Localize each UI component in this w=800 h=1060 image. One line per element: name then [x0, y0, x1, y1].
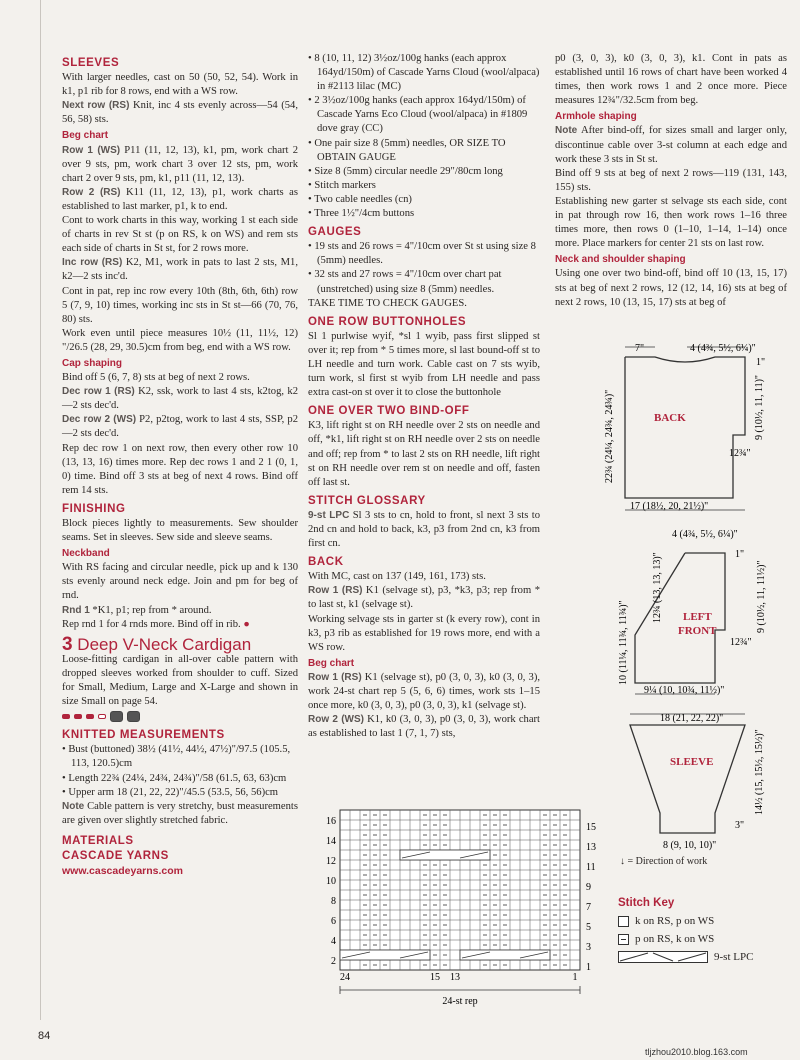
- gauges-list: [308, 240, 540, 296]
- back-beg-chart-heading: Beg chart: [308, 657, 355, 669]
- column-2: [308, 52, 540, 741]
- front-side-label: 12¾": [730, 637, 752, 648]
- key-purl-row: [618, 933, 788, 945]
- back-label: BACK: [654, 412, 686, 424]
- sleeve-length-label: 14½ (15, 15½, 15½)": [754, 729, 765, 815]
- intro-text: Loose-fitting cardigan in all-over cable pattern with dropped sleeves worked from shoulder to cuff. Sized for Small, Medium, Large and X-Large and shown in size Small on page 54.: [62, 653, 298, 708]
- buttonholes-heading: ONE ROW BUTTONHOLES: [308, 315, 467, 328]
- armhole-note-para: [555, 124, 787, 166]
- chart-row-label: 12: [326, 856, 336, 867]
- back-chart-row2-label: Row 2 (WS): [308, 714, 364, 726]
- sleeve-top-label: 18 (21, 22, 22)": [660, 713, 724, 724]
- direction-note: [620, 856, 707, 867]
- front-bottom-label: 9¼ (10, 10¾, 11½)": [644, 685, 725, 696]
- pattern-title: [62, 633, 298, 655]
- finishing-text: Block pieces lightly to measurements. Sew shoulder seams. Set in sleeves. Sew side and sleeve seams.: [62, 518, 298, 544]
- buttonholes-text: Sl 1 purlwise wyif, *sl 1 wyib, pass first slipped st over it; rep from * 5 times more, sl last bound-off st to LH needle and turn work. Cable cast on 7 sts wyib, turn work, sl first st wyib from LH needle and pass extra cast-on st over it to close the buttonhole: [308, 330, 540, 399]
- rep-dec-text: Rep dec row 1 on next row, then every other row 10 (13, 13, 16) times more. Rep dec rows 1 and 2 1 (0, 1, 0) time. Bind off 3 sts at beg of next 4 rows. Bind off rem 14 sts.: [62, 442, 298, 496]
- knit-symbol-icon: [618, 916, 629, 927]
- lpc-cable-mark: [460, 950, 550, 960]
- dec2-text: P2, p2tog, work to last 4 sts, SSP, p2—2 sts dec'd.: [62, 414, 298, 440]
- chart-row-label: 15: [586, 822, 596, 833]
- page-number: 84: [38, 1030, 51, 1042]
- cable-note-text: Cable pattern is very stretchy, bust measurements are given over slightly stretched fabric.: [62, 800, 298, 826]
- chart-row-label: 5: [586, 922, 591, 933]
- chart-row-label: 14: [326, 836, 336, 847]
- materials-item: • Stitch markers: [308, 179, 540, 193]
- chart-row-label: 13: [586, 842, 596, 853]
- back-side-label: 12¾": [729, 448, 751, 459]
- key-lpc-text: 9-st LPC: [714, 951, 754, 963]
- front-top-label: 4 (4¾, 5½, 6¼)": [672, 529, 738, 540]
- chart-row-label: 3: [586, 942, 591, 953]
- bind-off-heading: ONE OVER TWO BIND-OFF: [308, 405, 470, 418]
- pattern-title-text: Deep V-Neck Cardigan: [72, 634, 252, 654]
- cont-pat-text: Cont in pat, rep inc row every 10th (8th, 6th, 6th) row 5 (7, 9, 10) times, working inc sts in St st—66 (70, 76, 80) sts.: [62, 285, 298, 325]
- row2-para: [62, 186, 298, 214]
- front-schematic: [618, 529, 767, 696]
- cont-charts-text: Cont to work charts in this way, working 1 st each side of charts in rev St st (p on RS, k on WS) and rem sts each side of charts in St st, for 2 rows more.: [62, 215, 298, 255]
- glossary-heading: STITCH GLOSSARY: [308, 494, 426, 507]
- lpc-cable-mark: [340, 950, 430, 960]
- finishing-heading: FINISHING: [62, 502, 126, 515]
- back-chart-row1-para: [308, 671, 540, 713]
- lpc-text: Sl 3 sts to cn, hold to front, sl next 3 sts to 2nd cn and hold to back, k3, p3 from 2nd cn, k3 from first cn.: [308, 509, 541, 550]
- back-chart-row2-text: K1, k0 (3, 0, 3), p0 (3, 0, 3), work chart as established to last 1 (7, 1, 7) sts,: [308, 714, 540, 740]
- dec1-text: K2, ssk, work to last 4 sts, k2tog, k2—2 sts dec'd.: [62, 386, 298, 412]
- take-time-text: TAKE TIME TO CHECK GAUGES.: [308, 297, 467, 309]
- sleeves-text: With larger needles, cast on 50 (50, 52, 54). Work in k1, p1 rib for 8 rows, end with a WS row.: [62, 72, 298, 98]
- cable-note-label: Note: [62, 800, 85, 812]
- materials-list: [308, 52, 540, 221]
- materials-heading: MATERIALS: [62, 834, 134, 847]
- back-chart-row1-label: Row 1 (RS): [308, 671, 362, 683]
- materials-item: • Two cable needles (cn): [308, 193, 540, 207]
- back-outline: [625, 357, 745, 498]
- chart-row-label: 16: [326, 816, 336, 827]
- neckband-text: With RS facing and circular needle, pick up and k 130 sts evenly around neck edge. Join and pm for beg of rnd.: [62, 562, 298, 602]
- row1-text: P11 (11, 12, 13), k1, pm, work chart 2 over 9 sts, pm, work chart 3 over 12 sts, pm, work chart 2 over 9 sts, pm, k1, p11 (11, 12, 13).: [62, 144, 298, 184]
- gauge-icon: [110, 711, 123, 722]
- back-length-label: 22¾ (24¼, 24¾, 24¾)": [604, 389, 615, 483]
- dec2-label: Dec row 2 (WS): [62, 414, 137, 426]
- work-even-text: Work even until piece measures 10½ (11, 11½, 12) "/26.5 (28, 29, 30.5)cm from beg, end with a WS row.: [62, 327, 298, 353]
- back-text: With MC, cast on 137 (149, 161, 173) sts.: [308, 571, 486, 583]
- rnd1-label: Rnd 1: [62, 604, 90, 616]
- direction-text: = Direction of work: [627, 856, 708, 867]
- lpc-label: 9-st LPC: [308, 509, 350, 521]
- rep-rnd-text: Rep rnd 1 for 4 rnds more. Bind off in rib.: [62, 618, 241, 630]
- front-label-front: FRONT: [678, 625, 717, 637]
- skill-bar-icon: [62, 714, 70, 719]
- column-3: [555, 52, 787, 310]
- next-row-para: [62, 99, 298, 127]
- sleeves-heading: SLEEVES: [62, 57, 120, 69]
- materials-item: • Three 1½"/4cm buttons: [308, 207, 540, 221]
- direction-arrow-icon: ↓: [620, 856, 625, 867]
- sleeve-label: SLEEVE: [670, 756, 714, 768]
- stitch-key-title: Stitch Key: [618, 897, 675, 909]
- armhole-note-text: After bind-off, for sizes small and larger only, discontinue cable over 3-st column at each edge and work these 3 sts in St st.: [555, 125, 787, 165]
- gauge-item: • 32 sts and 27 rows = 4"/10cm over chart pat (unstretched) using size 8 (5mm) needles.: [308, 268, 540, 296]
- neck-shoulder-text: Using one over two bind-off, bind off 10 (13, 15, 17) sts at beg of next 2 rows, 12 (12, 14, 16) sts at beg of next 2 rows, 10 (13, 15, 17) sts at beg of: [555, 268, 787, 308]
- sleeve-outline: [630, 725, 745, 833]
- dec1-label: Dec row 1 (RS): [62, 386, 135, 398]
- yarn-url-link[interactable]: www.cascadeyarns.com: [62, 865, 184, 878]
- skill-bar-empty-icon: [98, 714, 106, 719]
- chart-row-label: 6: [331, 916, 336, 927]
- measurement-length: • Length 22¾ (24¼, 24¾, 24¾)"/58 (61.5, 63, 63)cm: [62, 772, 298, 786]
- materials-item: • 8 (10, 11, 12) 3½oz/100g hanks (each approx 164yd/150m) of Cascade Yarns Cloud (wool/alpaca) in #2113 lilac (MC): [308, 52, 540, 94]
- lpc-symbol-icon: [618, 951, 708, 963]
- measurements-list: [62, 743, 298, 799]
- rnd1-text: *K1, p1; rep from * around.: [89, 604, 212, 616]
- back-top-right-label: 4 (4¾, 5½, 6¼)": [690, 343, 756, 354]
- front-neck-drop-label: 1": [735, 549, 745, 560]
- chart-row-label: 7: [586, 902, 591, 913]
- inc-row-text: K2, M1, work in pats to last 2 sts, M1, k2—2 sts inc'd.: [62, 257, 298, 283]
- cable-chart: [308, 800, 608, 1010]
- neck-shoulder-heading: Neck and shoulder shaping: [555, 254, 686, 266]
- lpc-cable-mark: [400, 850, 490, 860]
- armhole-selvage-text: Establishing new garter st selvage sts each side, cont in pat through row 16, then work rows 1–16 three times more, then rows 0 (1–10, 1–14, 1–14) once more. Place markers for center 21 sts on last row.: [555, 195, 787, 250]
- row2-label: Row 2 (RS): [62, 186, 121, 198]
- row1-label: Row 1 (WS): [62, 144, 121, 156]
- lpc-para: [308, 509, 540, 551]
- cont-pats-text: p0 (3, 0, 3), k0 (3, 0, 3), k1. Cont in pats as established until 16 rows of chart have been worked 4 times, then work rows 1 and 2 once more. Piece measures 12¾"/32.5cm from beg.: [555, 53, 787, 107]
- chart-row-label: 1: [586, 962, 591, 973]
- cap-shaping-heading: Cap shaping: [62, 357, 123, 369]
- pattern-number: 3: [62, 633, 73, 655]
- yarn-brand-heading: CASCADE YARNS: [62, 849, 169, 862]
- armhole-note-label: Note: [555, 125, 578, 137]
- back-armhole-label: 9 (10½, 11, 11)": [754, 375, 765, 440]
- measurements-heading: KNITTED MEASUREMENTS: [62, 729, 225, 742]
- back-row1-text: K1 (selvage st), p3, *k3, p3; rep from * to last st, k1 (selvage st).: [308, 585, 540, 611]
- skill-bar-icon: [74, 714, 82, 719]
- neckband-heading: Neckband: [62, 548, 110, 560]
- next-row-label: Next row (RS): [62, 100, 130, 112]
- rnd1-para: [62, 604, 298, 618]
- back-bottom-label: 17 (18½, 20, 21½)": [630, 501, 709, 512]
- end-bullet-icon: ●: [243, 618, 250, 630]
- inc-row-label: Inc row (RS): [62, 257, 123, 269]
- chart-row-label: 4: [331, 936, 336, 947]
- front-armhole-label: 9 (10½, 11, 11½)": [756, 560, 767, 633]
- front-length-label: 10 (11¼, 11¾, 11¾)": [618, 600, 629, 685]
- chart-row-label: 9: [586, 882, 591, 893]
- chart-column-label: 13: [450, 972, 460, 983]
- inc-row-para: [62, 256, 298, 284]
- cap-text: Bind off 5 (6, 7, 8) sts at beg of next 2 rows.: [62, 372, 250, 384]
- rep-rnd-para: [62, 618, 298, 632]
- next-row-text: Knit, inc 4 sts evenly across—54 (54, 56, 58) sts.: [62, 100, 299, 126]
- back-chart-row2-para: [308, 713, 540, 741]
- dec2-para: [62, 413, 298, 441]
- front-v-depth-label: 12¾ (13, 13, 13)": [652, 552, 663, 623]
- chart-row-label: 8: [331, 896, 336, 907]
- measurement-upper-arm: • Upper arm 18 (21, 22, 22)"/45.5 (53.5, 56, 56)cm: [62, 786, 298, 800]
- beg-chart-heading: Beg chart: [62, 130, 109, 142]
- armhole-heading: Armhole shaping: [555, 111, 637, 123]
- chart-column-label: 24: [340, 972, 350, 983]
- schematics: [590, 335, 795, 865]
- materials-item: • One pair size 8 (5mm) needles, OR SIZE TO OBTAIN GAUGE: [308, 137, 540, 165]
- back-schematic: [604, 343, 765, 512]
- selvage-text: Working selvage sts in garter st (k every row), cont in k3, p3 rib as established for 19 rows more, end with a WS row.: [308, 613, 540, 653]
- front-label-left: LEFT: [683, 611, 712, 623]
- skill-bar-icon: [86, 714, 94, 719]
- sleeve-cuff-label: 3": [735, 820, 745, 831]
- sleeve-schematic: [630, 713, 765, 851]
- skill-level: [62, 711, 298, 722]
- back-row1-label: Row 1 (RS): [308, 585, 363, 597]
- key-knit-row: [618, 915, 788, 927]
- back-row1-para: [308, 584, 540, 612]
- back-neck-drop-label: 1": [756, 357, 766, 368]
- gauges-heading: GAUGES: [308, 226, 362, 239]
- dec1-para: [62, 385, 298, 413]
- row2-text: K11 (11, 12, 13), p1, work charts as established to last marker, p1, k to end.: [62, 186, 299, 212]
- chart-row-label: 2: [331, 956, 336, 967]
- chart-row-label: 10: [326, 876, 336, 887]
- back-chart-row1-text: K1 (selvage st), p0 (3, 0, 3), k0 (3, 0, 3), work 24-st chart rep 5 (5, 6, 6) times, work sts 1–15 once more, k0 (3, 0, 3), p0 (3, 0, 3), k1 (selvage st).: [308, 671, 541, 712]
- materials-item: • Size 8 (5mm) circular needle 29"/80cm long: [308, 165, 540, 179]
- stitch-key: [618, 897, 788, 969]
- gauge-item: • 19 sts and 26 rows = 4"/10cm over St st using size 8 (5mm) needles.: [308, 240, 540, 268]
- key-lpc-row: [618, 951, 788, 963]
- cable-note-para: [62, 800, 298, 828]
- needle-size-icon: [127, 711, 140, 722]
- purl-symbol-icon: [618, 934, 629, 945]
- armhole-bind-off-text: Bind off 9 sts at beg of next 2 rows—119 (131, 143, 155) sts.: [555, 167, 787, 193]
- back-top-left-label: 7": [635, 343, 645, 354]
- measurement-bust: • Bust (buttoned) 38½ (41½, 44½, 47½)"/97.5 (105.5, 113, 120.5)cm: [62, 743, 298, 771]
- materials-item: • 2 3½oz/100g hanks (each approx 164yd/150m) of Cascade Yarns Eco Cloud (wool/alpaca) in #1809 dove gray (CC): [308, 94, 540, 136]
- chart-column-label: 1: [572, 972, 578, 983]
- key-purl-text: p on RS, k on WS: [635, 933, 715, 945]
- bind-off-text: K3, lift right st on RH needle over 2 sts on needle and off, *k1, lift right st on RH needle over 2 sts on needle and off; rep from * to last 2 sts on RH needle, lift right st on RH needle over rem st on needle and off, fasten off last st.: [308, 420, 540, 488]
- key-knit-text: k on RS, p on WS: [635, 915, 715, 927]
- chart-column-label: 15: [430, 972, 440, 983]
- back-heading: BACK: [308, 556, 344, 569]
- sleeve-bottom-label: 8 (9, 10, 10)": [663, 840, 717, 851]
- row1-para: [62, 144, 298, 186]
- blog-watermark: tljzhou2010.blog.163.com: [645, 1047, 748, 1057]
- repeat-label: 24-st rep: [442, 996, 478, 1007]
- chart-row-label: 11: [586, 862, 596, 873]
- column-1: [62, 52, 298, 879]
- page-edge-line: [40, 0, 41, 1020]
